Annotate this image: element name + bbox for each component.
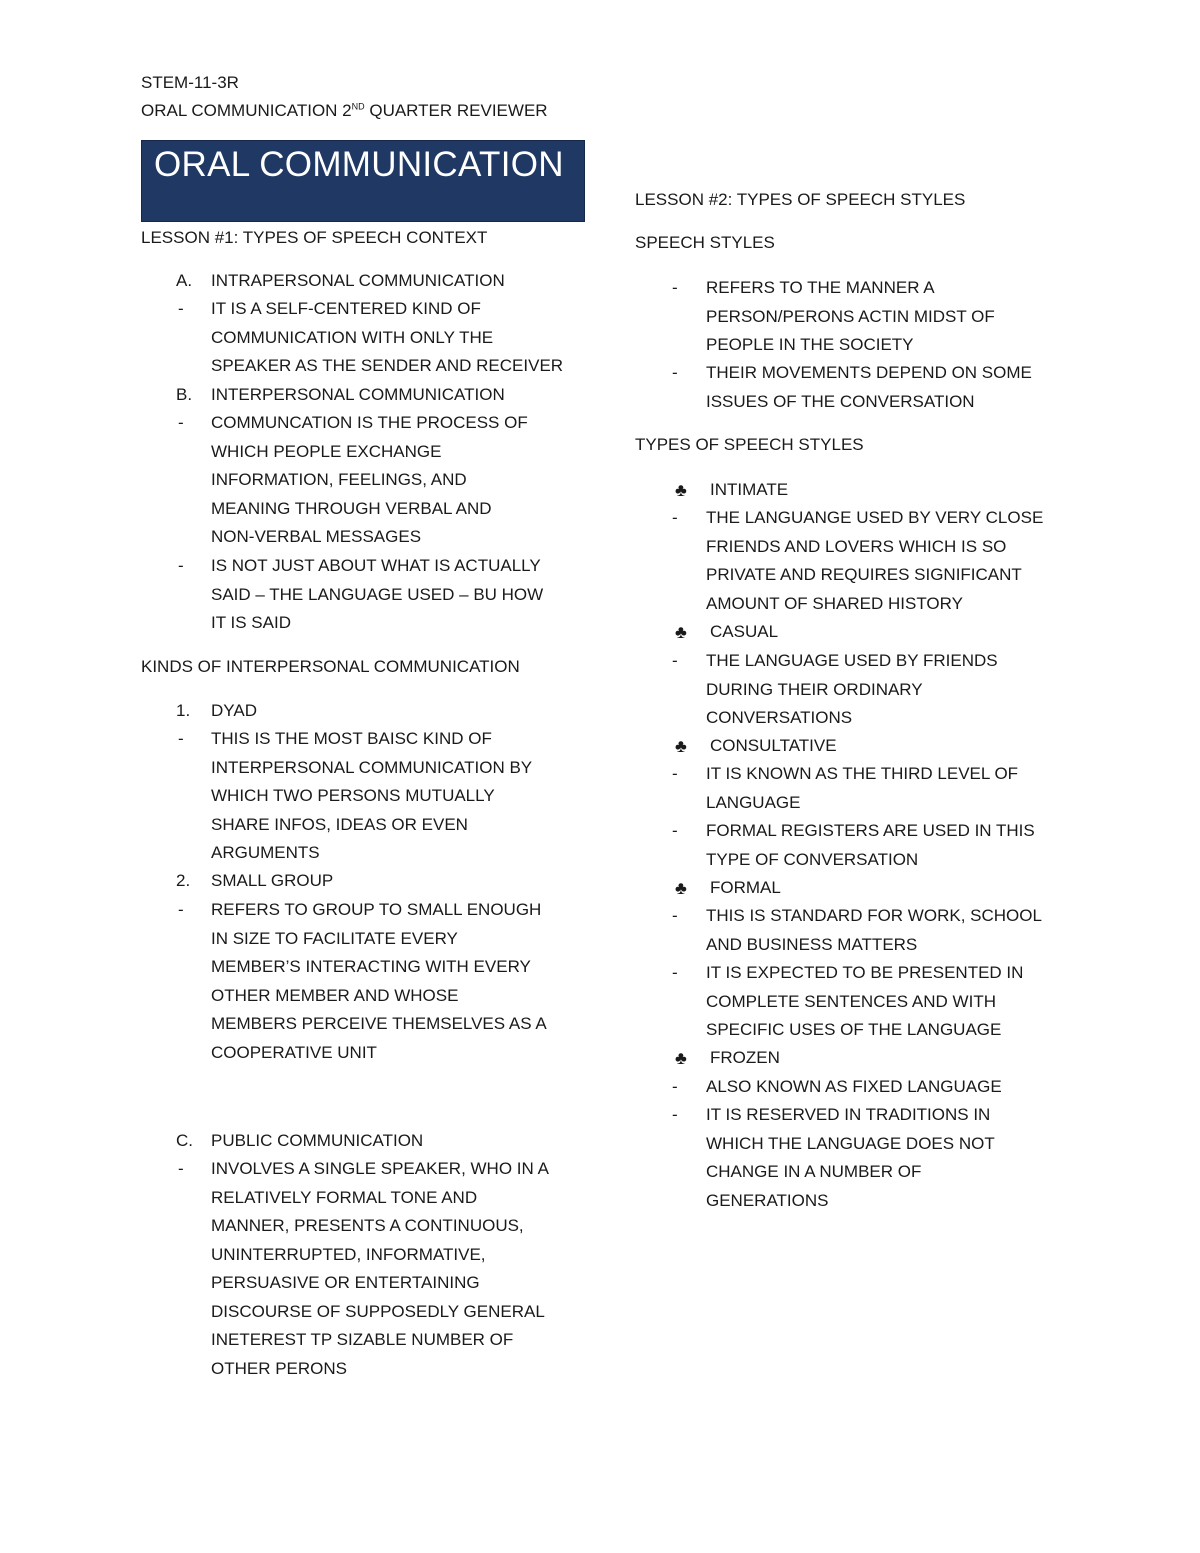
dash-bullet: -	[178, 1159, 184, 1178]
consultative-heading: CONSULTATIVE	[710, 736, 837, 755]
desc-line: OTHER PERONS	[211, 1358, 348, 1378]
desc-line: PERSON/PERONS ACTIN MIDST OF	[706, 306, 995, 326]
desc-line: SAID – THE LANGUAGE USED – BU HOW	[211, 584, 544, 604]
formal-desc-1	[706, 902, 1042, 959]
club-bullet-icon: ♣	[675, 1048, 687, 1068]
desc-line: COMPLETE SENTENCES AND WITH	[706, 991, 996, 1011]
dash-bullet: -	[672, 508, 678, 527]
types-label: TYPES OF SPEECH STYLES	[635, 435, 864, 454]
lesson2-title: LESSON #2: TYPES OF SPEECH STYLES	[635, 190, 966, 209]
dash-bullet: -	[672, 278, 678, 297]
consultative-desc-2	[706, 817, 1035, 874]
desc-line: IN SIZE TO FACILITATE EVERY	[211, 928, 458, 948]
desc-line: WHICH TWO PERSONS MUTUALLY	[211, 786, 495, 805]
desc-line: WHICH PEOPLE EXCHANGE	[211, 441, 442, 461]
desc-line: MEANING THROUGH VERBAL AND	[211, 498, 492, 518]
desc-line: ARGUMENTS	[211, 843, 320, 862]
desc-line: THIS IS STANDARD FOR WORK, SCHOOL	[706, 906, 1042, 925]
list-marker-b: B.	[176, 385, 193, 404]
intrapersonal-heading: INTRAPERSONAL COMMUNICATION	[211, 271, 505, 290]
desc-line: MEMBERS PERCEIVE THEMSELVES AS A	[211, 1014, 547, 1033]
small-group-heading: SMALL GROUP	[211, 871, 334, 890]
dash-bullet: -	[672, 963, 678, 982]
desc-line: FORMAL REGISTERS ARE USED IN THIS	[706, 821, 1035, 840]
desc-line: AND BUSINESS MATTERS	[706, 934, 918, 954]
dash-bullet: -	[672, 1105, 678, 1124]
desc-line: PERSUASIVE OR ENTERTAINING	[211, 1273, 480, 1292]
desc-line: THE LANGUAGE USED BY FRIENDS	[706, 651, 998, 670]
desc-line: UNINTERRUPTED, INFORMATIVE,	[211, 1244, 486, 1264]
desc-line: GENERATIONS	[706, 1190, 829, 1210]
dash-bullet: -	[178, 413, 184, 432]
dash-bullet: -	[178, 900, 184, 919]
club-bullet-icon: ♣	[675, 480, 687, 500]
desc-line: ISSUES OF THE CONVERSATION	[706, 391, 975, 411]
dyad-heading: DYAD	[211, 701, 257, 720]
lesson1-title: LESSON #1: TYPES OF SPEECH CONTEXT	[141, 228, 488, 247]
title-banner	[141, 140, 585, 222]
intimate-heading: INTIMATE	[710, 480, 789, 499]
desc-line: REFERS TO GROUP TO SMALL ENOUGH	[211, 900, 542, 919]
interpersonal-desc-2	[211, 552, 543, 638]
desc-line: IT IS RESERVED IN TRADITIONS IN	[706, 1105, 991, 1124]
desc-line: COMMUNCATION IS THE PROCESS OF	[211, 413, 528, 432]
dash-bullet: -	[672, 764, 678, 783]
intrapersonal-desc	[211, 295, 563, 381]
desc-line: DISCOURSE OF SUPPOSEDLY GENERAL	[211, 1301, 545, 1321]
desc-line: REFERS TO THE MANNER A	[706, 278, 935, 297]
subtitle-text: ORAL COMMUNICATION 2	[141, 101, 352, 120]
frozen-desc-1	[706, 1073, 1002, 1102]
dash-bullet: -	[178, 556, 184, 575]
document-subtitle	[141, 97, 548, 126]
desc-line: MEMBER’S INTERACTING WITH EVERY	[211, 957, 531, 976]
desc-line: INVOLVES A SINGLE SPEAKER, WHO IN A	[211, 1159, 549, 1178]
consultative-desc-1	[706, 760, 1018, 817]
desc-line: TYPE OF CONVERSATION	[706, 849, 919, 869]
casual-heading: CASUAL	[710, 622, 779, 641]
kinds-heading: KINDS OF INTERPERSONAL COMMUNICATION	[141, 657, 520, 676]
formal-desc-2	[706, 959, 1023, 1045]
dash-bullet: -	[672, 906, 678, 925]
desc-line: SHARE INFOS, IDEAS OR EVEN	[211, 814, 468, 834]
speech-styles-desc-1	[706, 274, 995, 360]
subtitle-superscript: ND	[351, 101, 365, 112]
list-marker-1: 1.	[176, 701, 191, 720]
desc-line: COOPERATIVE UNIT	[211, 1042, 377, 1062]
formal-heading: FORMAL	[710, 878, 781, 897]
desc-line: PEOPLE IN THE SOCIETY	[706, 335, 914, 354]
interpersonal-heading: INTERPERSONAL COMMUNICATION	[211, 385, 505, 404]
desc-line: INFORMATION, FEELINGS, AND	[211, 470, 467, 489]
frozen-desc-2	[706, 1101, 995, 1215]
list-marker-a: A.	[176, 271, 193, 290]
club-bullet-icon: ♣	[675, 736, 687, 756]
frozen-heading: FROZEN	[710, 1048, 780, 1067]
desc-line: FRIENDS AND LOVERS WHICH IS SO	[706, 536, 1007, 556]
speech-styles-desc-2	[706, 359, 1032, 416]
desc-line: IT IS EXPECTED TO BE PRESENTED IN	[706, 963, 1024, 982]
public-heading: PUBLIC COMMUNICATION	[211, 1131, 424, 1150]
desc-line: SPECIFIC USES OF THE LANGUAGE	[706, 1020, 1002, 1039]
desc-line: INETEREST TP SIZABLE NUMBER OF	[211, 1330, 514, 1349]
interpersonal-desc-1	[211, 409, 528, 552]
desc-line: SPEAKER AS THE SENDER AND RECEIVER	[211, 356, 564, 375]
dash-bullet: -	[178, 299, 184, 318]
casual-desc	[706, 647, 998, 733]
desc-line: IT IS A SELF-CENTERED KIND OF	[211, 299, 481, 318]
desc-line: NON-VERBAL MESSAGES	[211, 527, 422, 546]
desc-line: CONVERSATIONS	[706, 708, 853, 727]
desc-line: COMMUNICATION WITH ONLY THE	[211, 327, 494, 347]
desc-line: IS NOT JUST ABOUT WHAT IS ACTUALLY	[211, 556, 541, 575]
desc-line: THIS IS THE MOST BAISC KIND OF	[211, 729, 492, 748]
desc-line: MANNER, PRESENTS A CONTINUOUS,	[211, 1216, 524, 1235]
club-bullet-icon: ♣	[675, 622, 687, 642]
dash-bullet: -	[178, 729, 184, 748]
public-desc	[211, 1155, 549, 1383]
dash-bullet: -	[672, 363, 678, 382]
desc-line: IT IS SAID	[211, 613, 291, 632]
desc-line: WHICH THE LANGUAGE DOES NOT	[706, 1133, 995, 1153]
dash-bullet: -	[672, 651, 678, 670]
banner-title: ORAL COMMUNICATION	[154, 145, 564, 184]
desc-line: CHANGE IN A NUMBER OF	[706, 1162, 922, 1181]
dash-bullet: -	[672, 821, 678, 840]
dash-bullet: -	[672, 1077, 678, 1096]
speech-styles-label: SPEECH STYLES	[635, 233, 775, 252]
intimate-desc	[706, 504, 1043, 618]
desc-line: LANGUAGE	[706, 792, 801, 812]
desc-line: AMOUNT OF SHARED HISTORY	[706, 593, 963, 613]
dyad-desc	[211, 725, 532, 868]
subtitle-text-rest: QUARTER REVIEWER	[364, 101, 548, 120]
small-group-desc	[211, 896, 547, 1067]
desc-line: OTHER MEMBER AND WHOSE	[211, 985, 459, 1005]
desc-line: ALSO KNOWN AS FIXED LANGUAGE	[706, 1077, 1002, 1096]
list-marker-2: 2.	[176, 871, 191, 890]
desc-line: INTERPERSONAL COMMUNICATION BY	[211, 757, 533, 777]
club-bullet-icon: ♣	[675, 878, 687, 898]
desc-line: RELATIVELY FORMAL TONE AND	[211, 1187, 478, 1207]
class-code: STEM-11-3R	[141, 73, 239, 92]
desc-line: DURING THEIR ORDINARY	[706, 679, 923, 699]
desc-line: PRIVATE AND REQUIRES SIGNIFICANT	[706, 565, 1022, 584]
desc-line: THE LANGUANGE USED BY VERY CLOSE	[706, 508, 1044, 527]
list-marker-c: C.	[176, 1131, 193, 1150]
desc-line: THEIR MOVEMENTS DEPEND ON SOME	[706, 363, 1032, 382]
desc-line: IT IS KNOWN AS THE THIRD LEVEL OF	[706, 764, 1019, 783]
